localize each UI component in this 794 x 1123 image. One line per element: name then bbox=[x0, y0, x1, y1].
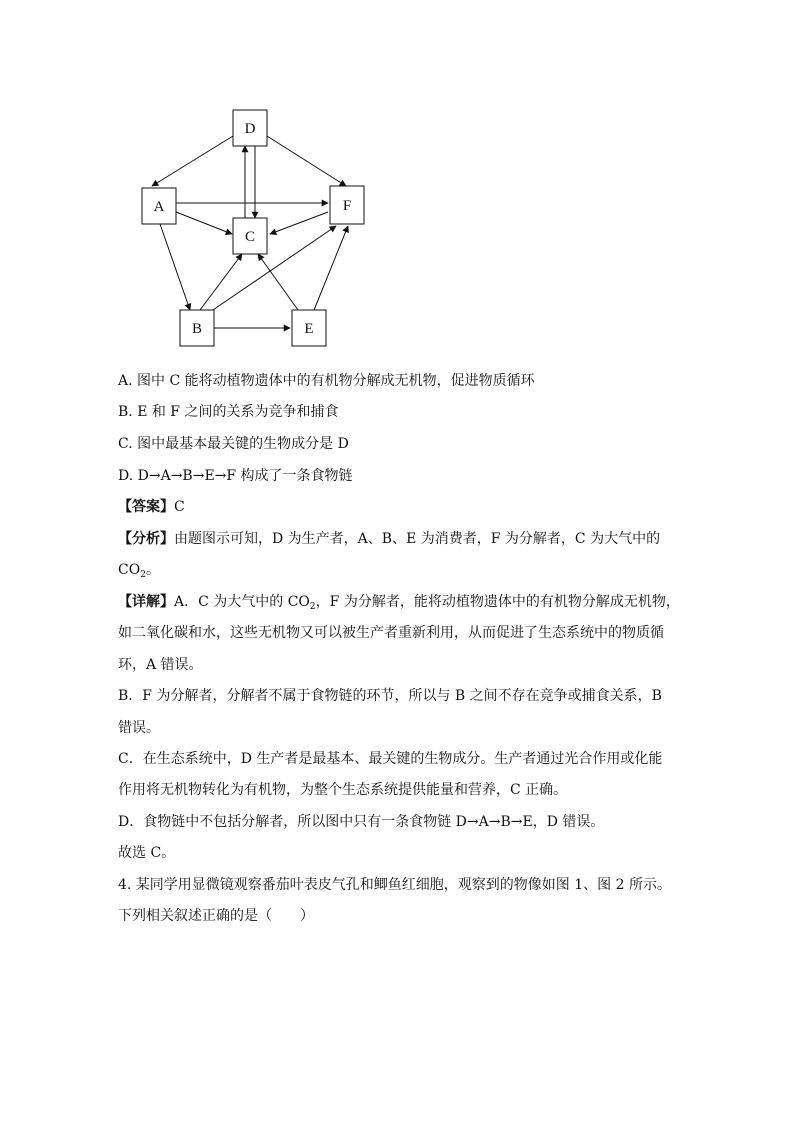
arrow-f-c bbox=[270, 212, 328, 234]
detail-line-9: 故选 C。 bbox=[118, 845, 176, 861]
food-web-diagram bbox=[130, 100, 380, 360]
answer-line bbox=[118, 497, 185, 517]
arrow-a-c bbox=[176, 212, 232, 234]
arrow-a-b bbox=[160, 224, 190, 310]
detail-line-1-post: ，F 为分解者，能将动植物遗体中的有机物分解成无机物， bbox=[315, 594, 680, 610]
co2-subscript: 2 bbox=[140, 570, 146, 580]
arrow-d-f bbox=[267, 136, 346, 186]
detail-line-8: D．食物链中不包括分解者，所以图中只有一条食物链 D→A→B→E，D 错误。 bbox=[118, 814, 605, 830]
option-a: A. 图中 C 能将动植物遗体中的有机物分解成无机物，促进物质循环 bbox=[118, 373, 535, 389]
detail-line-2: 如二氧化碳和水，这些无机物又可以被生产者重新利用，从而促进了生态系统中的物质循 bbox=[118, 625, 664, 641]
analysis-line-2 bbox=[118, 560, 160, 585]
question-4-line-2: 下列相关叙述正确的是（ ） bbox=[118, 908, 314, 924]
detail-line-6: C．在生态系统中，D 生产者是最基本、最关键的生物成分。生产者通过光合作用或化能 bbox=[118, 751, 663, 767]
arrow-e-c bbox=[258, 254, 298, 310]
option-b: B. E 和 F 之间的关系为竞争和捕食 bbox=[118, 404, 339, 420]
co2-suffix: 。 bbox=[145, 562, 160, 578]
node-a-label: A bbox=[153, 199, 165, 215]
detail-line-5: 错误。 bbox=[118, 720, 160, 736]
arrow-b-f bbox=[210, 226, 336, 312]
detail-co2-subscript: 2 bbox=[309, 602, 316, 612]
node-f-label: F bbox=[342, 198, 352, 214]
detail-line-1 bbox=[118, 592, 680, 617]
question-4-line-1: 4. 某同学用显微镜观察番茄叶表皮气孔和鲫鱼红细胞，观察到的物像如图 1、图 2 所示。 bbox=[118, 877, 671, 893]
analysis-line-1 bbox=[118, 529, 660, 549]
arrow-b-c bbox=[200, 254, 242, 310]
analysis-text: 由题图示可知，D 为生产者，A、B、E 为消费者，F 为分解者，C 为大气中的 bbox=[174, 531, 661, 547]
node-e-label: E bbox=[304, 321, 314, 337]
co2-text: CO bbox=[118, 562, 141, 578]
node-b-label: B bbox=[191, 321, 203, 337]
answer-value: C bbox=[174, 499, 185, 515]
detail-line-1-pre: A．C 为大气中的 CO bbox=[174, 594, 310, 610]
detail-line-4: B．F 为分解者，分解者不属于食物链的环节，所以与 B 之间不存在竞争或捕食关系，B bbox=[118, 688, 662, 704]
detail-line-7: 作用将无机物转化为有机物，为整个生态系统提供能量和营养，C 正确。 bbox=[118, 782, 568, 798]
node-c-label: C bbox=[244, 229, 256, 245]
detail-line-3: 环，A 错误。 bbox=[118, 657, 203, 673]
answer-label: 【答案】 bbox=[118, 499, 174, 515]
node-d-label: D bbox=[244, 121, 256, 137]
arrow-e-f bbox=[314, 226, 348, 310]
detail-label: 【详解】 bbox=[118, 594, 174, 610]
arrow-d-a bbox=[152, 136, 233, 186]
option-d: D. D→A→B→E→F 构成了一条食物链 bbox=[118, 468, 353, 484]
option-c: C. 图中最基本最关键的生物成分是 D bbox=[118, 436, 349, 452]
analysis-label: 【分析】 bbox=[118, 531, 174, 547]
